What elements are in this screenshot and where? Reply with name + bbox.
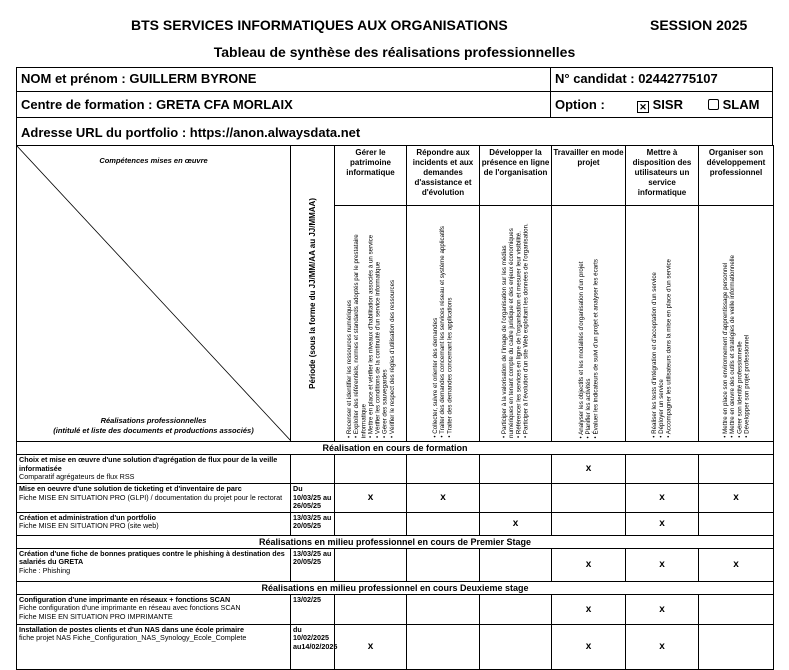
competences-header-label: Compétences mises en œuvre [99, 156, 208, 165]
competence-header: Développer la présence en ligne de l'organisation [480, 146, 552, 206]
period-header-cell [291, 146, 335, 442]
competence-mark [407, 548, 480, 581]
competence-details: • Collecter, suivre et orienter des demandes • Traiter des demandes concernant les services réseau et système applicatifs • Traiter des demandes concernant les applications [432, 226, 454, 438]
realisation-documents: Fiche MISE EN SITUATION PRO (GLPI) / documentation du projet pour le rectorat [19, 492, 283, 502]
realisation-cell [17, 594, 291, 624]
period-cell: Du 10/03/25 au 26/05/25 [291, 483, 335, 512]
checked-box-icon: ✕ [637, 101, 649, 113]
candidate-number-field: N° candidat : 02442775107 [550, 67, 773, 92]
competence-mark: x [407, 483, 480, 512]
competence-details-cell [552, 205, 626, 441]
realisation-cell [17, 548, 291, 581]
competence-mark: x [552, 624, 626, 669]
competence-details-cell [480, 205, 552, 441]
period-cell [291, 455, 335, 484]
realisation-cell [17, 483, 291, 512]
competence-mark [480, 455, 552, 484]
period-cell: 13/02/25 [291, 594, 335, 624]
candidate-name-field: NOM et prénom : GUILLERM BYRONE [16, 67, 551, 92]
realisation-cell [17, 624, 291, 669]
competence-header: Mettre à disposition des utilisateurs un service informatique [626, 146, 699, 206]
competence-details-cell [407, 205, 480, 441]
competence-header: Organiser son développement professionnel [699, 146, 774, 206]
competence-details: • Recenser et identifier les ressources numériques • Exploiter des référentiels, normes et standards adoptés par le prestataire informatique • Mettre en place et vérifier les niveaux d'habilitation associés à un service • Vérifier les conditions de la continuité d'un service informatique • Gérer des sauvegardes • Vérifier le respect des règles d'utilisation des ressources [345, 234, 396, 438]
competence-details: • Mettre en place son environnement d'apprentissage personnel • Mettre en œuvre des outils et stratégies de veille informationnelle • Gérer son identité professionnelle • Développer son projet professionnel [721, 255, 751, 438]
competence-mark: x [699, 548, 774, 581]
realisation-title: Création d'une fiche de bonnes pratiques contre le phishing à destination des salariés du GRETA [19, 548, 285, 567]
table-row [17, 594, 774, 624]
competence-mark [626, 455, 699, 484]
competence-details-cell [699, 205, 774, 441]
competence-mark: x [626, 594, 699, 624]
synthesis-table [16, 145, 774, 670]
competence-mark [335, 455, 407, 484]
diagonal-line [17, 146, 291, 441]
option-field [550, 91, 773, 118]
competence-mark [699, 512, 774, 535]
realisation-title: Mise en oeuvre d'une solution de ticketing et d'inventaire de parc [19, 483, 242, 493]
document-title: BTS SERVICES INFORMATIQUES AUX ORGANISATIONS [131, 17, 508, 33]
competence-details-cell [626, 205, 699, 441]
realisation-documents: Comparatif agrégateurs de flux RSS [19, 472, 135, 482]
competence-mark [335, 548, 407, 581]
realisation-title: Choix et mise en œuvre d'une solution d'agrégation de flux pour de la veille informatisée [19, 455, 278, 473]
realisation-documents: fiche projet NAS Fiche_Configuration_NAS_Synology_Ecole_Complete [19, 633, 247, 643]
table-row [17, 483, 774, 512]
competence-mark: x [699, 483, 774, 512]
section-title: Réalisations en milieu professionnel en cours Deuxieme stage [17, 581, 774, 594]
period-cell: du 10/02/2025 au14/02/2025 [291, 624, 335, 669]
realisation-title: Installation de postes clients et d'un NAS dans une école primaire [19, 624, 244, 634]
competence-mark: x [552, 548, 626, 581]
competence-mark: x [335, 624, 407, 669]
option-slam-label: SLAM [722, 97, 760, 112]
corner-header-cell [17, 146, 291, 442]
competence-header: Répondre aux incidents et aux demandes d'assistance et d'évolution [407, 146, 480, 206]
competence-details: • Analyser les objectifs et les modalités d'organisation d'un projet • Planifier les activités • Évaluer les indicateurs de suivi d'un projet et analyser les écarts [577, 258, 600, 438]
option-slam[interactable] [708, 97, 759, 112]
competence-mark [480, 594, 552, 624]
competence-mark [335, 512, 407, 535]
option-sisr[interactable] [637, 97, 683, 113]
competence-mark: x [552, 455, 626, 484]
table-row [17, 512, 774, 535]
competence-mark: x [626, 548, 699, 581]
competence-mark: x [552, 594, 626, 624]
period-cell: 13/03/25 au 20/05/25 [291, 512, 335, 535]
realisation-cell [17, 455, 291, 484]
competence-details: • Réaliser les tests d'intégration et d'acceptation d'un service • Déployer un service • Accompagner les utilisateurs dans la mise en place d'un service [651, 259, 673, 438]
competence-mark [480, 624, 552, 669]
competence-mark: x [335, 483, 407, 512]
option-label: Option : [555, 97, 605, 112]
competence-mark [552, 512, 626, 535]
table-row [17, 624, 774, 669]
realisation-documents: Fiche configuration d'une imprimante en réseau avec fonctions SCAN Fiche MISE EN SITUATION PRO IMPRIMANTE [19, 603, 241, 622]
competence-mark [480, 483, 552, 512]
competence-mark [407, 455, 480, 484]
competence-mark [699, 624, 774, 669]
session-label: SESSION 2025 [650, 17, 748, 33]
unchecked-box-icon [708, 99, 719, 110]
realisation-documents: Fiche : Phishing [19, 566, 71, 576]
realisations-header-label: Réalisations professionnelles (intitulé et liste des documents et productions associés) [53, 416, 254, 435]
realisation-cell [17, 512, 291, 535]
period-header-label: Période (sous la forme du JJ/MM/AA au JJ/MMAA) [308, 198, 317, 389]
table-row [17, 548, 774, 581]
competence-mark [407, 594, 480, 624]
competence-mark [699, 594, 774, 624]
competence-mark [480, 548, 552, 581]
period-cell: 13/03/25 au 20/05/25 [291, 548, 335, 581]
realisation-documents: Fiche MISE EN SITUATION PRO (site web) [19, 521, 159, 531]
competence-mark: x [480, 512, 552, 535]
realisation-title: Configuration d'une imprimante en réseaux + fonctions SCAN [19, 594, 231, 604]
competence-mark [335, 594, 407, 624]
realisation-title: Création et administration d'un portfolio [19, 512, 157, 522]
competence-details-cell [335, 205, 407, 441]
competence-header: Travailler en mode projet [552, 146, 626, 206]
portfolio-url-field: Adresse URL du portfolio : https://anon.alwaysdata.net [16, 117, 773, 146]
competence-mark [407, 512, 480, 535]
option-sisr-label: SISR [652, 97, 683, 112]
document-subtitle: Tableau de synthèse des réalisations professionnelles [213, 44, 576, 60]
section-title: Réalisation en cours de formation [17, 442, 774, 455]
training-center-field: Centre de formation : GRETA CFA MORLAIX [16, 91, 551, 118]
table-row [17, 455, 774, 484]
competence-mark: x [626, 483, 699, 512]
competence-mark: x [626, 512, 699, 535]
competence-mark [552, 483, 626, 512]
competence-mark [699, 455, 774, 484]
competence-mark [407, 624, 480, 669]
competence-mark: x [626, 624, 699, 669]
competence-details: • Participer à la valorisation de l'image de l'organisation sur les médias numériques en tenant compte du cadre juridique et des enjeux économiques • Référencer les services en ligne de l'organisation et mesurer leur visibilité. • Participer à l'évolution d'un site Web exploitant les données de l'organisation. [501, 223, 530, 438]
section-title: Réalisations en milieu professionnel en cours de Premier Stage [17, 535, 774, 548]
competence-header: Gérer le patrimoine informatique [335, 146, 407, 206]
